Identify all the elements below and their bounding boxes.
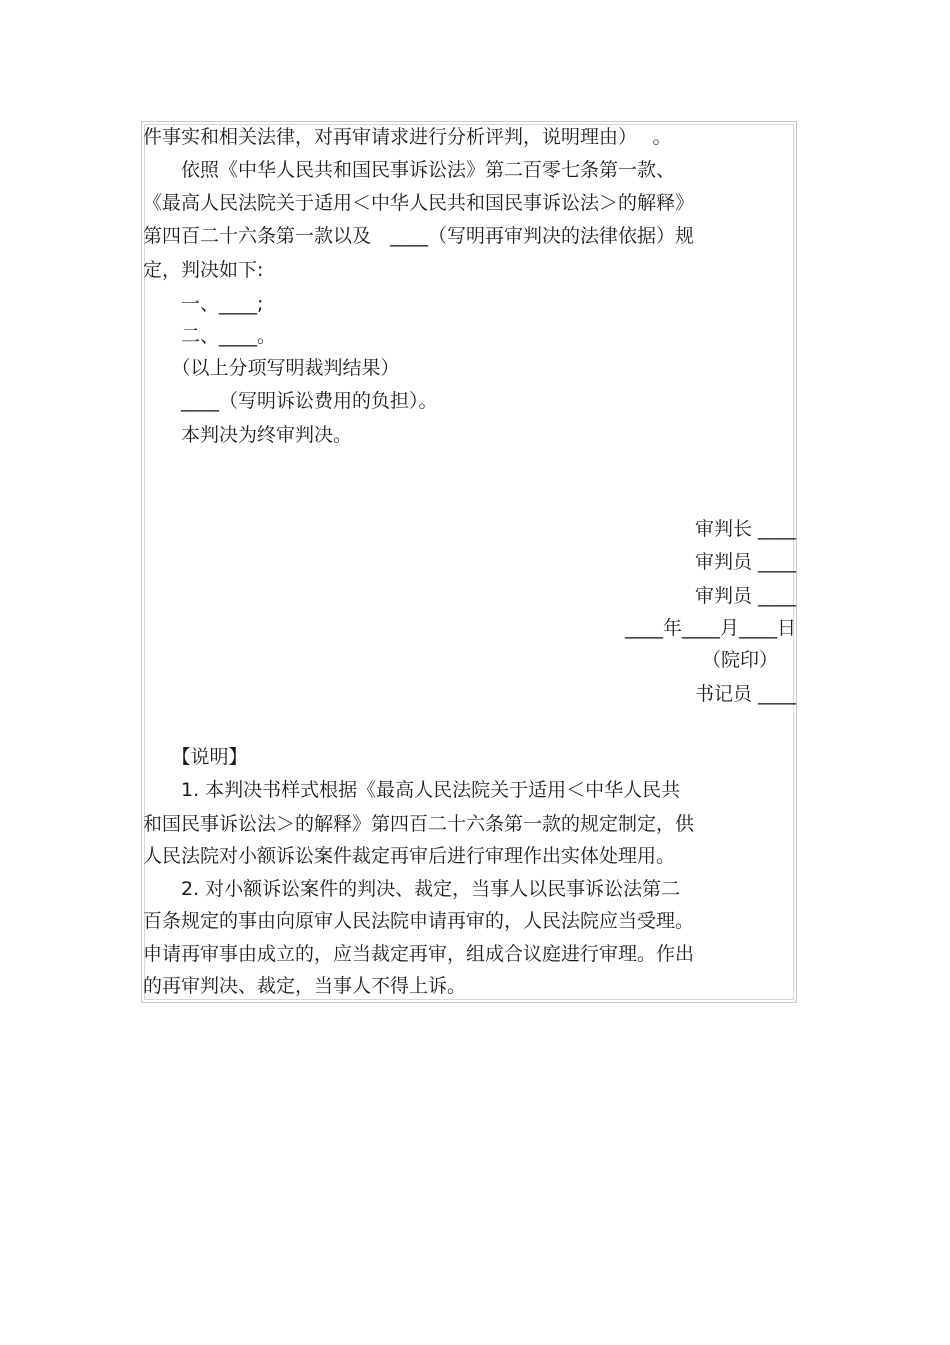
body-line-4: 第四百二十六条第一款以及 ____（写明再审判决的法律依据）规 bbox=[143, 225, 695, 247]
body-line-7: 二、____。 bbox=[143, 325, 277, 347]
notes-line-7: 的再审判决、裁定，当事人不得上诉。 bbox=[143, 975, 467, 997]
signature-judge-1: 审判员 ____ bbox=[694, 551, 796, 573]
notes-line-3: 人民法院对小额诉讼案件裁定再审后进行审理作出实体处理用。 bbox=[143, 845, 676, 867]
body-line-1: 件事实和相关法律，对再审请求进行分析评判，说明理由） 。 bbox=[143, 126, 672, 148]
body-line-2: 依照《中华人民共和国民事诉讼法》第二百零七条第一款、 bbox=[143, 159, 676, 181]
notes-heading: 【说明】 bbox=[143, 746, 248, 768]
body-line-8: （以上分项写明裁判结果） bbox=[143, 357, 400, 379]
signature-clerk: 书记员 ____ bbox=[694, 683, 796, 705]
body-line-6: 一、____; bbox=[143, 293, 264, 315]
signature-date: ____年____月____日 bbox=[624, 617, 796, 639]
notes-line-1: 1. 本判决书样式根据《最高人民法院关于适用＜中华人民共 bbox=[143, 779, 681, 801]
court-seal-note: （院印） bbox=[701, 649, 778, 671]
body-line-5: 定，判决如下: bbox=[143, 259, 264, 281]
body-line-3: 《最高人民法院关于适用＜中华人民共和国民事诉讼法＞的解释》 bbox=[143, 192, 695, 214]
notes-line-4: 2. 对小额诉讼案件的判决、裁定，当事人以民事诉讼法第二 bbox=[143, 878, 681, 900]
notes-line-6: 申请再审事由成立的，应当裁定再审，组成合议庭进行审理。作出 bbox=[143, 943, 695, 965]
body-line-10: 本判决为终审判决。 bbox=[143, 424, 353, 446]
body-line-9: ____（写明诉讼费用的负担）。 bbox=[143, 390, 438, 412]
signature-presiding-judge: 审判长 ____ bbox=[694, 518, 796, 540]
notes-line-2: 和国民事诉讼法＞的解释》第四百二十六条第一款的规定制定，供 bbox=[143, 813, 695, 835]
notes-line-5: 百条规定的事由向原审人民法院申请再审的，人民法院应当受理。 bbox=[143, 910, 695, 932]
signature-judge-2: 审判员 ____ bbox=[694, 585, 796, 607]
